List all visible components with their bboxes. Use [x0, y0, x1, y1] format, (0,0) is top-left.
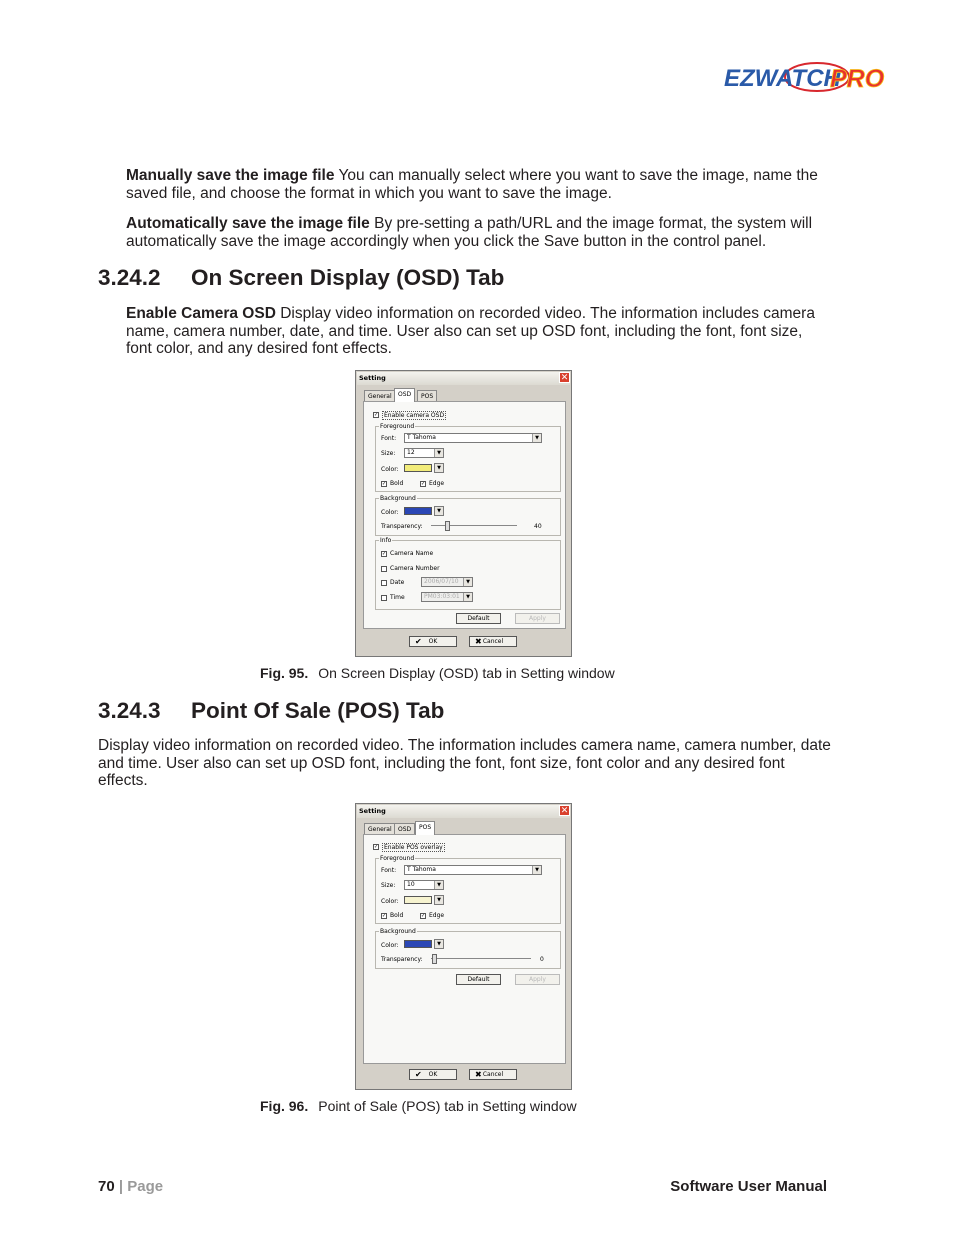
apply-button[interactable]: Apply [515, 613, 560, 624]
logo-main-text: EZWATCH [724, 65, 841, 92]
paragraph-manual-save [126, 167, 831, 202]
figure-95-label: Fig. 95. [260, 665, 309, 681]
page-number: 70 [98, 1178, 115, 1195]
font-value: Tahoma [412, 866, 436, 873]
title-bar [357, 805, 570, 818]
background-group [375, 928, 561, 969]
enable-osd-text: Display video information on recorded video. The information includes camera name, camera number, date, and time. User also can set up OSD font, including the font, font size, font color, and any desired font effects. [126, 305, 815, 357]
cross-icon: ✖ [475, 637, 482, 646]
tab-general[interactable]: General [364, 390, 396, 401]
footer-page [98, 1178, 163, 1195]
foreground-label: Foreground [380, 423, 415, 430]
chevron-down-icon: ▼ [434, 896, 443, 904]
transparency-value: 0 [540, 956, 544, 963]
tab-osd[interactable]: OSD [394, 388, 415, 402]
size-value: 10 [407, 881, 415, 888]
ok-label: OK [428, 1071, 438, 1078]
figure-96-caption [260, 1098, 577, 1114]
cross-icon: ✖ [475, 1070, 482, 1079]
background-group [375, 495, 561, 536]
transparency-label: Transparency: [381, 956, 423, 963]
enable-pos-label: Enable POS overlay [384, 844, 443, 851]
camera-name-checkbox[interactable]: ✓ [382, 551, 387, 557]
camera-number-label: Camera Number [390, 565, 440, 572]
edge-checkbox[interactable]: ✓ [421, 481, 426, 487]
enable-pos-checkbox[interactable]: ✓ [374, 844, 379, 850]
enable-osd-checkbox[interactable]: ✓ [374, 412, 379, 418]
background-label: Background [380, 495, 416, 502]
cancel-label: Cancel [482, 638, 504, 645]
paragraph-pos: Display video information on recorded video. The information includes camera name, camera number, date and time. User also can set up OSD font, including the font, font size, font color and any desired font effects. [98, 737, 831, 789]
pos-setting-dialog [355, 803, 572, 1090]
term-auto-save: Automatically save the image file [126, 215, 370, 232]
edge-label: Edge [429, 912, 445, 919]
bg-color-dropdown[interactable] [434, 939, 444, 949]
auto-save-text: By pre-setting a path/URL and the image format, the system will automatically save the image accordingly when you click the Save button in the control panel. [126, 215, 813, 250]
osd-setting-dialog [355, 370, 572, 657]
close-button[interactable]: ✕ [560, 373, 569, 383]
transparency-value: 40 [534, 523, 542, 530]
cancel-button[interactable] [469, 1069, 517, 1080]
figure-96-label: Fig. 96. [260, 1098, 309, 1114]
foreground-label: Foreground [380, 855, 415, 862]
time-format-select[interactable] [421, 592, 473, 602]
info-group [375, 537, 561, 610]
paragraph-enable-osd [126, 305, 831, 358]
tab-osd[interactable]: OSD [394, 823, 415, 834]
term-manual-save: Manually save the image file [126, 167, 335, 184]
fg-color-label: Color: [381, 466, 399, 473]
date-checkbox[interactable] [381, 580, 387, 586]
date-label: Date [390, 579, 405, 586]
chevron-down-icon: ▼ [434, 940, 443, 948]
fg-color-dropdown[interactable] [434, 895, 444, 905]
font-label: Font: [381, 435, 397, 442]
font-label: Font: [381, 867, 397, 874]
footer-manual-title: Software User Manual [670, 1178, 827, 1195]
foreground-group [375, 423, 561, 492]
bg-color-dropdown[interactable] [434, 506, 444, 516]
size-select[interactable] [404, 880, 444, 890]
fg-color-dropdown[interactable] [434, 463, 444, 473]
size-label: Size: [381, 450, 396, 457]
bold-checkbox[interactable]: ✓ [382, 913, 387, 919]
bg-color-label: Color: [381, 509, 399, 516]
chevron-down-icon: ▼ [434, 507, 443, 515]
bg-color-swatch[interactable] [404, 940, 432, 948]
chevron-down-icon: ▼ [434, 881, 443, 889]
figure-96-text: Point of Sale (POS) tab in Setting window [318, 1098, 577, 1114]
ok-label: OK [428, 638, 438, 645]
transparency-slider-thumb[interactable] [445, 521, 450, 531]
chevron-down-icon: ▼ [434, 464, 443, 472]
pos-tab-panel [363, 834, 566, 1064]
ok-button[interactable] [409, 636, 457, 647]
chevron-down-icon: ▼ [532, 866, 541, 874]
size-value: 12 [407, 449, 415, 456]
date-format-select[interactable] [421, 577, 473, 587]
ezwatch-pro-logo [722, 60, 894, 94]
transparency-slider-thumb[interactable] [432, 954, 437, 964]
chevron-down-icon: ▼ [532, 434, 541, 442]
bold-checkbox[interactable]: ✓ [382, 481, 387, 487]
bg-color-label: Color: [381, 942, 399, 949]
enable-osd-label: Enable camera OSD [384, 412, 445, 419]
font-select[interactable] [404, 433, 542, 443]
tab-pos[interactable]: POS [417, 390, 437, 401]
term-enable-osd: Enable Camera OSD [126, 305, 276, 322]
paragraph-auto-save [126, 215, 831, 250]
manual-save-text: You can manually select where you want to save the image, name the saved file, and choose the format in which you want to save the image. [126, 167, 818, 202]
transparency-track [431, 525, 517, 526]
size-label: Size: [381, 882, 396, 889]
checkmark-icon: ✔ [415, 1070, 422, 1079]
bg-color-swatch[interactable] [404, 507, 432, 515]
dialog-title: Setting [359, 374, 386, 382]
info-label: Info [380, 537, 392, 544]
chevron-down-icon: ▼ [463, 578, 472, 586]
cancel-button[interactable] [469, 636, 517, 647]
logo-accent-text: PRO [830, 65, 885, 93]
default-button[interactable]: Default [456, 613, 501, 624]
dialog-title: Setting [359, 807, 386, 815]
section-title: Point Of Sale (POS) Tab [191, 698, 445, 723]
camera-number-checkbox[interactable] [381, 566, 387, 572]
time-value: PM03:03:01 [424, 593, 460, 600]
chevron-down-icon: ▼ [434, 449, 443, 457]
date-value: 2006/07/10 [424, 578, 459, 585]
size-select[interactable] [404, 448, 444, 458]
fg-color-swatch[interactable] [404, 464, 432, 472]
fg-color-swatch[interactable] [404, 896, 432, 904]
bold-label: Bold [390, 912, 404, 919]
section-heading-osd [98, 265, 504, 291]
transparency-label: Transparency: [381, 523, 423, 530]
section-heading-pos [98, 698, 444, 724]
default-button[interactable]: Default [456, 974, 501, 985]
cancel-label: Cancel [482, 1071, 504, 1078]
title-bar [357, 372, 570, 385]
time-label: Time [390, 594, 405, 601]
page-separator: | [114, 1178, 128, 1195]
font-value: Tahoma [412, 434, 436, 441]
font-type-icon: T [407, 866, 413, 873]
font-type-icon: T [407, 434, 413, 441]
font-select[interactable] [404, 865, 542, 875]
page-word: Page [127, 1178, 164, 1195]
camera-name-label: Camera Name [390, 550, 434, 557]
logo-graphic [722, 60, 894, 94]
section-title: On Screen Display (OSD) Tab [191, 265, 505, 290]
bold-label: Bold [390, 480, 404, 487]
foreground-group [375, 855, 561, 924]
close-button[interactable]: ✕ [560, 806, 569, 816]
checkmark-icon: ✔ [415, 637, 422, 646]
figure-95-caption [260, 665, 615, 681]
time-checkbox[interactable] [381, 595, 387, 601]
edge-checkbox[interactable]: ✓ [421, 913, 426, 919]
chevron-down-icon: ▼ [463, 593, 472, 601]
transparency-track [431, 958, 531, 959]
section-number: 3.24.2 [98, 265, 161, 290]
background-label: Background [380, 928, 416, 935]
fg-color-label: Color: [381, 898, 399, 905]
section-number: 3.24.3 [98, 698, 161, 723]
tab-general[interactable]: General [364, 823, 396, 834]
osd-tab-panel [363, 401, 566, 629]
apply-button[interactable]: Apply [515, 974, 560, 985]
tab-pos[interactable]: POS [415, 821, 435, 835]
edge-label: Edge [429, 480, 445, 487]
ok-button[interactable] [409, 1069, 457, 1080]
figure-95-text: On Screen Display (OSD) tab in Setting window [318, 665, 615, 681]
